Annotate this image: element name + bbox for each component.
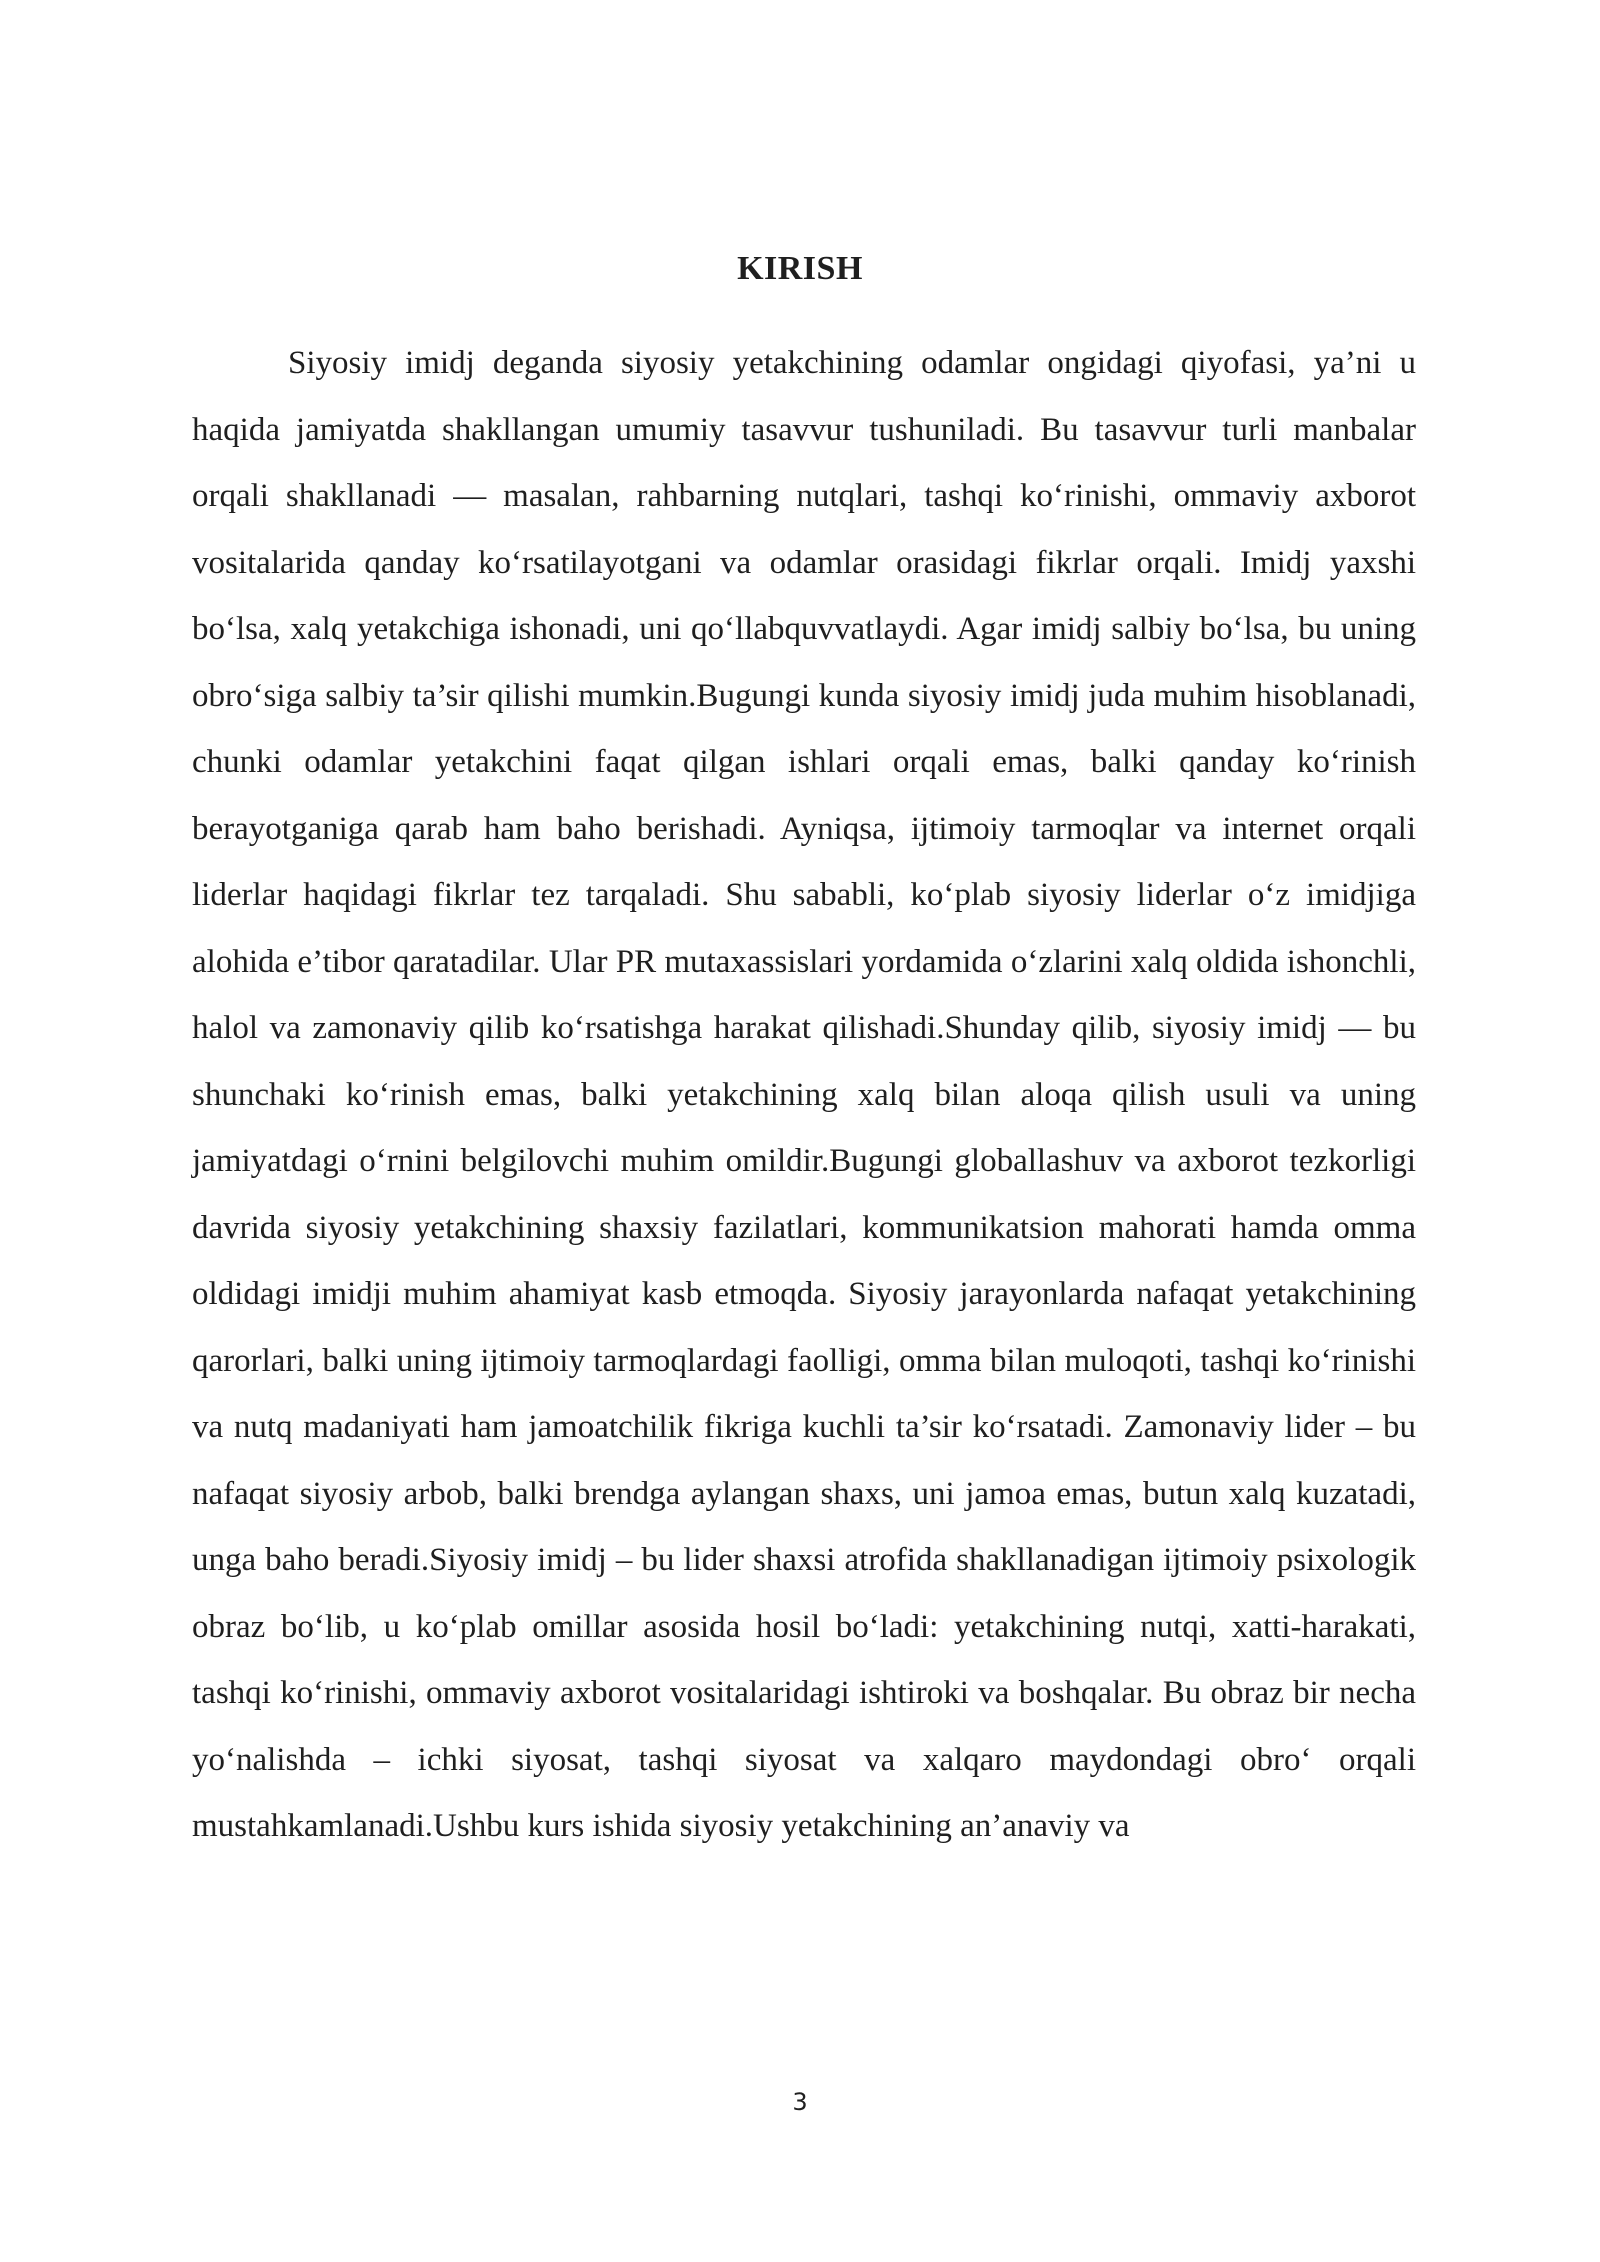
page-number: 3 [792, 2088, 808, 2116]
body-paragraph: Siyosiy imidj deganda siyosiy yetakchining odamlar ongidagi qiyofasi, ya’ni u haqida jamiyatda shakllangan umumiy tasavvur tushuniladi. Bu tasavvur turli manbalar orqali shakllanadi — masalan, rahbarning nutqlari, tashqi ko‘rinishi, ommaviy axborot vositalarida qanday ko‘rsatilayotgani va odamlar orasidagi fikrlar orqali. Imidj yaxshi bo‘lsa, xalq yetakchiga ishonadi, uni qo‘llabquvvatlaydi. Agar imidj salbiy bo‘lsa, bu uning obro‘siga salbiy ta’sir qilishi mumkin.Bugungi kunda siyosiy imidj juda muhim hisoblanadi, chunki odamlar yetakchini faqat qilgan ishlari orqali emas, balki qanday ko‘rinish berayotganiga qarab ham baho berishadi. Ayniqsa, ijtimoiy tarmoqlar va internet orqali liderlar haqidagi fikrlar tez tarqaladi. Shu sababli, ko‘plab siyosiy liderlar o‘z imidjiga alohida e’tibor qaratadilar. Ular PR mutaxassislari yordamida o‘zlarini xalq oldida ishonchli, halol va zamonaviy qilib ko‘rsatishga harakat qilishadi.Shunday qilib, siyosiy imidj — bu shunchaki ko‘rinish emas, balki yetakchining xalq bilan aloqa qilish usuli va uning jamiyatdagi o‘rnini belgilovchi muhim omildir.Bugungi globallashuv va axborot tezkorligi davrida siyosiy yetakchining shaxsiy fazilatlari, kommunikatsion mahorati hamda omma oldidagi imidji muhim ahamiyat kasb etmoqda. Siyosiy jarayonlarda nafaqat yetakchining qarorlari, balki uning ijtimoiy tarmoqlardagi faolligi, omma bilan muloqoti, tashqi ko‘rinishi va nutq madaniyati ham jamoatchilik fikriga kuchli ta’sir ko‘rsatadi. Zamonaviy lider – bu nafaqat siyosiy arbob, balki brendga aylangan shaxs, uni jamoa emas, butun xalq kuzatadi, unga baho beradi.Siyosiy imidj – bu lider shaxsi atrofida shakllanadigan ijtimoiy psixologik obraz bo‘lib, u ko‘plab omillar asosida hosil bo‘ladi: yetakchining nutqi, xatti-harakati, tashqi ko‘rinishi, ommaviy axborot vositalaridagi ishtiroki va boshqalar. Bu obraz bir necha yo‘nalishda – ichki siyosat, tashqi siyosat va xalqaro maydondagi obro‘ orqali mustahkamlanadi.Ushbu kurs ishida siyosiy yetakchining an’anaviy va [192, 345, 1416, 1844]
section-heading: KIRISH [737, 250, 863, 287]
